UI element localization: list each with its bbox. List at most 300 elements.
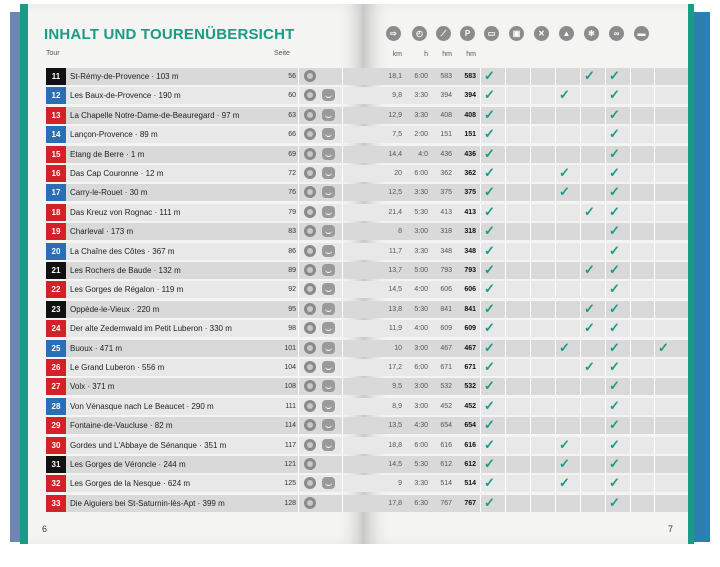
distance-value: 13,8 <box>388 305 402 313</box>
column-divider <box>505 146 506 163</box>
check-icon: ✓ <box>484 475 495 491</box>
tour-name[interactable]: Les Gorges de Régalon · 119 m <box>70 285 184 295</box>
tour-name[interactable]: Fontaine-de-Vaucluse · 82 m <box>70 421 173 431</box>
column-divider <box>530 262 531 279</box>
table-row <box>362 495 688 512</box>
ascent-value: 606 <box>440 286 452 294</box>
column-divider <box>580 456 581 473</box>
descent-value: 348 <box>464 247 476 255</box>
column-divider <box>298 68 299 85</box>
column-divider <box>342 437 343 454</box>
column-divider <box>530 204 531 221</box>
column-divider <box>605 437 606 454</box>
column-divider <box>530 456 531 473</box>
column-divider <box>480 262 481 279</box>
column-divider <box>505 184 506 201</box>
check-icon: ✓ <box>484 68 495 83</box>
ascent-value: 375 <box>440 189 452 197</box>
column-divider <box>654 126 655 143</box>
check-icon: ✓ <box>584 300 595 316</box>
table-row[interactable] <box>46 437 366 454</box>
duration-value: 3:00 <box>414 402 428 410</box>
check-icon: ✓ <box>584 203 595 219</box>
child-friendly-icon <box>322 439 335 451</box>
tour-name[interactable]: Die Aiguiers bei St-Saturnin-lès-Apt · 399 m <box>70 498 225 508</box>
slope-icon: ⟋ <box>436 26 451 41</box>
tour-name[interactable]: Von Vénasque nach Le Beaucet · 290 m <box>70 401 214 411</box>
column-divider <box>555 243 556 260</box>
column-divider <box>605 417 606 434</box>
table-row <box>362 165 688 182</box>
ascent-value: 318 <box>440 228 452 236</box>
column-divider <box>298 223 299 240</box>
column-divider <box>298 107 299 124</box>
column-divider <box>342 417 343 434</box>
child-friendly-icon <box>322 283 335 295</box>
tour-page-number: 101 <box>284 344 296 352</box>
descent-value: 654 <box>464 422 476 430</box>
duration-value: 3:30 <box>414 92 428 100</box>
table-row <box>362 378 688 395</box>
check-icon: ✓ <box>484 87 495 103</box>
column-divider <box>505 204 506 221</box>
tour-name[interactable]: Les Rochers de Baude · 132 m <box>70 266 181 275</box>
ascent-value: 413 <box>440 208 452 216</box>
check-icon: ✓ <box>584 262 595 277</box>
ascent-value: 436 <box>440 150 452 158</box>
column-divider <box>605 340 606 357</box>
tour-page-number: 121 <box>284 461 296 468</box>
child-friendly-icon <box>322 186 335 198</box>
bus-icon: ▭ <box>484 26 499 41</box>
parking-icon: P <box>460 26 475 41</box>
column-divider <box>480 126 481 143</box>
signpost-icon: ⇨ <box>386 26 401 41</box>
table-row[interactable] <box>46 107 366 124</box>
table-row[interactable] <box>46 184 366 201</box>
table-row[interactable] <box>46 204 366 221</box>
tour-number: 18 <box>46 204 66 221</box>
tour-name[interactable]: Das Kreuz von Rognac · 111 m <box>70 207 181 217</box>
check-icon: ✓ <box>559 339 570 355</box>
table-row[interactable] <box>46 456 366 473</box>
column-divider <box>530 223 531 240</box>
descent-value: 514 <box>464 480 476 488</box>
tour-page-number: 79 <box>288 208 296 216</box>
column-divider <box>630 359 631 376</box>
column-divider <box>630 107 631 124</box>
duration-value: 6:00 <box>414 73 428 80</box>
column-divider <box>505 475 506 492</box>
tour-page-number: 89 <box>288 267 296 274</box>
table-row <box>362 223 688 240</box>
check-icon: ✓ <box>609 87 620 103</box>
descent-value: 767 <box>464 499 476 507</box>
table-row[interactable] <box>46 475 366 492</box>
column-divider <box>605 378 606 395</box>
column-divider <box>530 243 531 260</box>
column-divider <box>505 301 506 318</box>
check-icon: ✓ <box>484 145 495 161</box>
column-divider <box>480 475 481 492</box>
check-icon: ✓ <box>484 397 495 413</box>
check-icon: ✓ <box>609 397 620 413</box>
duration-value: 3:30 <box>414 111 428 119</box>
descent-value: 606 <box>464 286 476 294</box>
table-row[interactable] <box>46 68 366 85</box>
tour-number: 19 <box>46 223 66 240</box>
column-divider <box>480 223 481 240</box>
distance-value: 8,9 <box>392 402 402 410</box>
column-divider <box>654 320 655 337</box>
tour-name[interactable]: Das Cap Couronne · 12 m <box>70 169 164 178</box>
column-divider <box>342 68 343 85</box>
column-divider <box>530 495 531 512</box>
difficulty-icon <box>304 186 316 198</box>
column-divider <box>530 184 531 201</box>
difficulty-icon <box>304 361 316 373</box>
tour-number: 11 <box>46 68 66 85</box>
distance-value: 9,5 <box>392 383 402 391</box>
distance-value: 12,5 <box>388 189 402 197</box>
column-divider <box>555 340 556 357</box>
column-divider <box>630 184 631 201</box>
column-divider <box>580 301 581 318</box>
check-icon: ✓ <box>559 475 570 491</box>
column-divider <box>298 126 299 143</box>
page-number-right: 7 <box>668 524 674 534</box>
descent-value: 436 <box>464 150 476 158</box>
tour-name[interactable]: Buoux · 471 m <box>70 343 123 353</box>
column-divider <box>580 165 581 182</box>
child-friendly-icon <box>322 89 335 101</box>
distance-value: 9,8 <box>392 92 402 100</box>
check-icon: ✓ <box>609 378 620 394</box>
column-divider <box>555 262 556 279</box>
column-divider <box>342 146 343 163</box>
tour-number: 23 <box>46 301 66 318</box>
ascent-value: 841 <box>440 305 452 313</box>
difficulty-icon <box>304 458 316 470</box>
tour-name[interactable]: Les Baux-de-Provence · 190 m <box>70 91 181 101</box>
duration-value: 5:00 <box>414 267 428 274</box>
column-divider <box>342 184 343 201</box>
tour-name[interactable]: Der alte Zedernwald im Petit Luberon · 330 m <box>70 324 232 334</box>
check-icon: ✓ <box>484 281 495 297</box>
column-divider <box>480 243 481 260</box>
column-divider <box>555 475 556 492</box>
duration-value: 3:00 <box>414 228 428 236</box>
column-divider <box>480 359 481 376</box>
table-row[interactable] <box>46 262 366 279</box>
distance-value: 10 <box>394 344 402 352</box>
column-divider <box>605 184 606 201</box>
column-divider <box>630 165 631 182</box>
column-divider <box>580 320 581 337</box>
difficulty-icon <box>304 303 316 315</box>
duration-value: 3:00 <box>414 383 428 391</box>
table-row <box>362 301 688 318</box>
tour-page-number: 69 <box>288 150 296 158</box>
column-divider <box>630 340 631 357</box>
descent-value: 394 <box>464 92 476 100</box>
column-divider <box>342 456 343 473</box>
child-friendly-icon <box>322 109 335 121</box>
column-divider <box>654 340 655 357</box>
column-divider <box>630 126 631 143</box>
column-divider <box>505 417 506 434</box>
column-divider <box>342 204 343 221</box>
tour-name[interactable]: Le Grand Luberon · 556 m <box>70 363 165 372</box>
column-divider <box>480 456 481 473</box>
tour-name[interactable]: Gordes und L'Abbaye de Sénanque · 351 m <box>70 440 227 450</box>
column-divider <box>298 359 299 376</box>
difficulty-icon <box>304 380 316 392</box>
left-page <box>20 4 366 544</box>
tour-name[interactable]: Etang de Berre · 1 m <box>70 149 145 159</box>
column-divider <box>530 126 531 143</box>
child-friendly-icon <box>322 419 335 431</box>
column-divider <box>298 340 299 357</box>
column-divider <box>342 340 343 357</box>
difficulty-icon <box>304 400 316 412</box>
distance-value: 17,2 <box>388 364 402 371</box>
tour-number: 15 <box>46 146 66 163</box>
column-divider <box>605 262 606 279</box>
column-divider <box>530 437 531 454</box>
ascent-value: 793 <box>440 267 452 274</box>
duration-value: 3:00 <box>414 344 428 352</box>
tour-name[interactable]: Charleval · 173 m <box>70 227 134 237</box>
column-divider <box>654 417 655 434</box>
table-row[interactable] <box>46 320 366 337</box>
column-divider <box>480 378 481 395</box>
column-divider <box>580 87 581 104</box>
hours-column-header: h <box>424 51 428 58</box>
table-row[interactable] <box>46 417 366 434</box>
bike-icon: ∞ <box>609 26 624 41</box>
tour-name[interactable]: Carry-le-Rouet · 30 m <box>70 188 148 198</box>
column-divider <box>505 495 506 512</box>
column-divider <box>605 107 606 124</box>
column-divider <box>555 87 556 104</box>
column-divider <box>555 281 556 298</box>
column-divider <box>630 262 631 279</box>
column-divider <box>630 398 631 415</box>
table-row <box>362 146 688 163</box>
table-row[interactable] <box>46 340 366 357</box>
tour-page-number: 83 <box>288 228 296 236</box>
column-divider <box>530 281 531 298</box>
column-divider <box>298 378 299 395</box>
child-friendly-icon <box>322 148 335 160</box>
column-divider <box>605 301 606 318</box>
table-row[interactable] <box>46 165 366 182</box>
difficulty-icon <box>304 283 316 295</box>
tour-number: 16 <box>46 165 66 182</box>
column-divider <box>505 456 506 473</box>
difficulty-icon <box>304 322 316 334</box>
descent-value: 408 <box>464 111 476 119</box>
column-divider <box>630 243 631 260</box>
column-divider <box>342 359 343 376</box>
distance-value: 20 <box>394 170 402 177</box>
column-divider <box>605 223 606 240</box>
difficulty-icon <box>304 419 316 431</box>
ascent-value: 394 <box>440 92 452 100</box>
column-divider <box>480 398 481 415</box>
distance-value: 18,1 <box>388 73 402 80</box>
tour-name[interactable]: Oppède-le-Vieux · 220 m <box>70 304 160 314</box>
column-divider <box>480 281 481 298</box>
check-icon: ✓ <box>559 165 570 180</box>
difficulty-icon <box>304 89 316 101</box>
column-divider <box>555 398 556 415</box>
table-row <box>362 281 688 298</box>
table-row[interactable] <box>46 301 366 318</box>
check-icon: ✓ <box>484 456 495 471</box>
tour-name[interactable]: St-Rémy-de-Provence · 103 m <box>70 72 179 81</box>
column-divider <box>654 437 655 454</box>
tour-name[interactable]: La Chapelle Notre-Dame-de-Beauregard · 97 m <box>70 110 240 120</box>
tour-number: 12 <box>46 87 66 104</box>
column-divider <box>580 437 581 454</box>
column-divider <box>480 87 481 104</box>
column-divider <box>605 204 606 221</box>
ascent-value: 151 <box>440 131 452 139</box>
child-friendly-icon <box>322 245 335 257</box>
check-icon: ✓ <box>609 300 620 316</box>
tour-name[interactable]: Les Gorges de Véroncle · 244 m <box>70 460 186 469</box>
column-divider <box>580 223 581 240</box>
column-divider <box>555 223 556 240</box>
table-row[interactable] <box>46 243 366 260</box>
column-divider <box>654 146 655 163</box>
check-icon: ✓ <box>609 359 620 374</box>
distance-value: 14,5 <box>388 286 402 294</box>
tour-number: 13 <box>46 107 66 124</box>
column-divider <box>654 243 655 260</box>
duration-value: 4:0 <box>418 150 428 158</box>
check-icon: ✓ <box>484 223 495 239</box>
check-icon: ✓ <box>584 68 595 83</box>
check-icon: ✓ <box>484 203 495 219</box>
tour-name[interactable]: Lançon-Provence · 89 m <box>70 130 158 140</box>
descent-value: 375 <box>464 189 476 197</box>
column-divider <box>480 184 481 201</box>
ascent-value: 514 <box>440 480 452 488</box>
table-row[interactable] <box>46 359 366 376</box>
table-row[interactable] <box>46 495 366 512</box>
distance-value: 13,7 <box>388 267 402 274</box>
column-divider <box>298 495 299 512</box>
check-icon: ✓ <box>559 436 570 452</box>
table-row[interactable] <box>46 146 366 163</box>
check-icon: ✓ <box>484 320 495 336</box>
column-divider <box>530 398 531 415</box>
duration-value: 4:00 <box>414 325 428 333</box>
column-divider <box>630 475 631 492</box>
difficulty-icon <box>304 148 316 160</box>
winter-icon: ✻ <box>584 26 599 41</box>
column-divider <box>605 398 606 415</box>
table-row[interactable] <box>46 281 366 298</box>
distance-value: 17,8 <box>388 499 402 507</box>
column-divider <box>654 495 655 512</box>
ascent-value: 609 <box>440 325 452 333</box>
tour-page-number: 111 <box>285 402 296 410</box>
difficulty-icon <box>304 225 316 237</box>
column-divider <box>654 301 655 318</box>
cablecar-icon: ▣ <box>509 26 524 41</box>
check-icon: ✓ <box>609 68 620 83</box>
distance-value: 18,8 <box>388 441 402 449</box>
duration-value: 5:30 <box>414 208 428 216</box>
check-icon: ✓ <box>609 436 620 452</box>
tour-number: 17 <box>46 184 66 201</box>
column-divider <box>555 107 556 124</box>
check-icon: ✓ <box>658 339 669 355</box>
table-row[interactable] <box>46 223 366 240</box>
column-divider <box>480 320 481 337</box>
column-divider <box>580 495 581 512</box>
page-edge-right <box>694 12 710 542</box>
column-divider <box>605 281 606 298</box>
column-divider <box>342 281 343 298</box>
descent-value: 413 <box>464 208 476 216</box>
column-divider <box>555 378 556 395</box>
tour-number: 20 <box>46 243 66 260</box>
column-divider <box>342 165 343 182</box>
table-row[interactable] <box>46 398 366 415</box>
tour-name[interactable]: Volx · 371 m <box>70 382 115 392</box>
duration-value: 3:30 <box>414 480 428 488</box>
page-number-left: 6 <box>42 524 48 534</box>
distance-value: 12,9 <box>388 111 402 119</box>
column-divider <box>298 456 299 473</box>
difficulty-icon <box>304 128 316 140</box>
table-row <box>362 68 688 85</box>
tour-name[interactable]: Les Gorges de la Nesque · 624 m <box>70 479 191 489</box>
table-row[interactable] <box>46 126 366 143</box>
duration-value: 3:30 <box>414 247 428 255</box>
column-divider <box>580 126 581 143</box>
column-divider <box>298 262 299 279</box>
check-icon: ✓ <box>484 106 495 122</box>
column-divider <box>580 146 581 163</box>
distance-value: 11,9 <box>388 325 402 333</box>
descent-value: 671 <box>464 364 476 371</box>
column-divider <box>298 301 299 318</box>
table-row[interactable] <box>46 87 366 104</box>
tour-page-number: 56 <box>288 73 296 80</box>
check-icon: ✓ <box>609 417 620 433</box>
tour-number: 26 <box>46 359 66 376</box>
ascent-value: 583 <box>440 73 452 80</box>
check-icon: ✓ <box>484 300 495 316</box>
child-friendly-icon <box>322 128 335 140</box>
tour-name[interactable]: La Chaîne des Côtes · 367 m <box>70 246 175 256</box>
tour-page-number: 128 <box>284 499 296 507</box>
tour-number: 28 <box>46 398 66 415</box>
column-divider <box>580 184 581 201</box>
check-icon: ✓ <box>609 126 620 142</box>
table-row[interactable] <box>46 378 366 395</box>
check-icon: ✓ <box>484 359 495 374</box>
check-icon: ✓ <box>609 223 620 239</box>
column-divider <box>530 359 531 376</box>
column-divider <box>555 165 556 182</box>
